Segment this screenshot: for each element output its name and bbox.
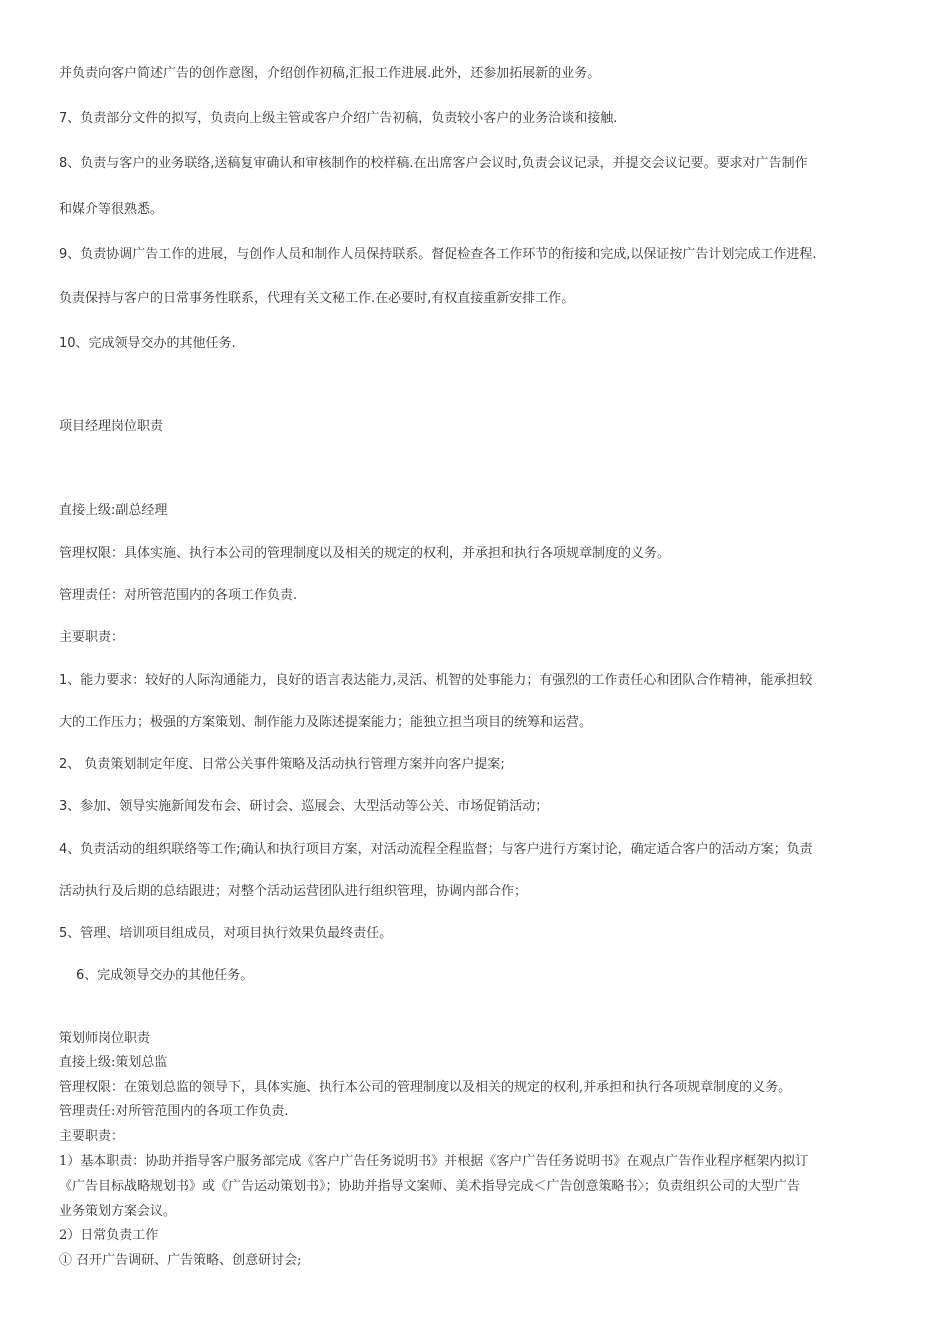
- planner-duty-item-1-line-2: 《广告目标战略规划书》或《广告运动策划书》；协助并指导文案师、美术指导完成＜广告创意策略书〉；负责组织公司的大型广告: [59, 1179, 801, 1194]
- duty-item-5: 5、管理、培训项目组成员，对项目执行效果负最终责任。: [59, 926, 393, 941]
- section-title-planner: 策划师岗位职责: [59, 1031, 151, 1046]
- planner-duty-item-1-line-1: 1）基本职责：协助并指导客户服务部完成《客户广告任务说明书》并根据《客户广告任务说明书》在观点广告作业程序框架内拟订: [59, 1154, 809, 1169]
- management-responsibility: 管理责任：对所管范围内的各项工作负责.: [59, 588, 298, 603]
- management-authority: 管理权限：具体实施、执行本公司的管理制度以及相关的规定的权利，并承担和执行各项规章制度的义务。: [59, 546, 671, 561]
- planner-management-authority: 管理权限：在策划总监的领导下，具体实施、执行本公司的管理制度以及相关的规定的权利,并承担和执行各项规章制度的义务。: [59, 1080, 792, 1095]
- list-item-10: 10、完成领导交办的其他任务.: [59, 336, 236, 351]
- list-item-7: 7、负责部分文件的拟写，负责向上级主管或客户介绍广告初稿，负责较小客户的业务洽谈和接触.: [59, 111, 618, 126]
- direct-superior: 直接上级:副总经理: [59, 503, 168, 518]
- section-title-project-manager: 项目经理岗位职责: [59, 419, 164, 434]
- planner-duty-item-2-1: ① 召开广告调研、广告策略、创意研讨会;: [59, 1253, 302, 1268]
- duty-item-2: 2、 负责策划制定年度、日常公关事件策略及活动执行管理方案并向客户提案;: [59, 757, 505, 772]
- planner-management-responsibility: 管理责任:对所管范围内的各项工作负责.: [59, 1104, 289, 1119]
- main-duties-heading: 主要职责：: [59, 630, 125, 645]
- duty-item-3: 3、参加、领导实施新闻发布会、研讨会、巡展会、大型活动等公关、市场促销活动；: [59, 799, 549, 814]
- list-item-9-line-1: 9、负责协调广告工作的进展，与创作人员和制作人员保持联系。督促检查各工作环节的衔接和完成,以保证按广告计划完成工作进程.: [59, 247, 817, 262]
- duty-item-1-line-1: 1、能力要求：较好的人际沟通能力，良好的语言表达能力,灵活、机智的处事能力；有强烈的工作责任心和团队合作精神，能承担较: [59, 673, 813, 688]
- list-item-9-line-2: 负责保持与客户的日常事务性联系，代理有关文秘工作.在必要时,有权直接重新安排工作。: [59, 291, 575, 306]
- list-item-8-line-2: 和媒介等很熟悉。: [59, 202, 164, 217]
- list-item-8-line-1: 8、负责与客户的业务联络,送稿复审确认和审核制作的校样稿.在出席客户会议时,负责会议记录，并提交会议记要。要求对广告制作: [59, 156, 808, 171]
- duty-item-4-line-2: 活动执行及后期的总结跟进；对整个活动运营团队进行组织管理，协调内部合作；: [59, 884, 528, 899]
- planner-main-duties-heading: 主要职责：: [59, 1129, 125, 1144]
- duty-item-1-line-2: 大的工作压力；极强的方案策划、制作能力及陈述提案能力；能独立担当项目的统筹和运营。: [59, 715, 593, 730]
- paragraph-line: 并负责向客户简述广告的创作意图，介绍创作初稿,汇报工作进展.此外，还参加拓展新的业务。: [59, 66, 601, 81]
- duty-item-6: 6、完成领导交办的其他任务。: [76, 968, 254, 983]
- duty-item-4-line-1: 4、负责活动的组织联络等工作;确认和执行项目方案，对活动流程全程监督；与客户进行方案讨论，确定适合客户的活动方案；负责: [59, 842, 813, 857]
- planner-duty-item-1-line-3: 业务策划方案会议。: [59, 1204, 177, 1219]
- planner-direct-superior: 直接上级:策划总监: [59, 1055, 168, 1070]
- planner-duty-item-2: 2）日常负责工作: [59, 1228, 159, 1243]
